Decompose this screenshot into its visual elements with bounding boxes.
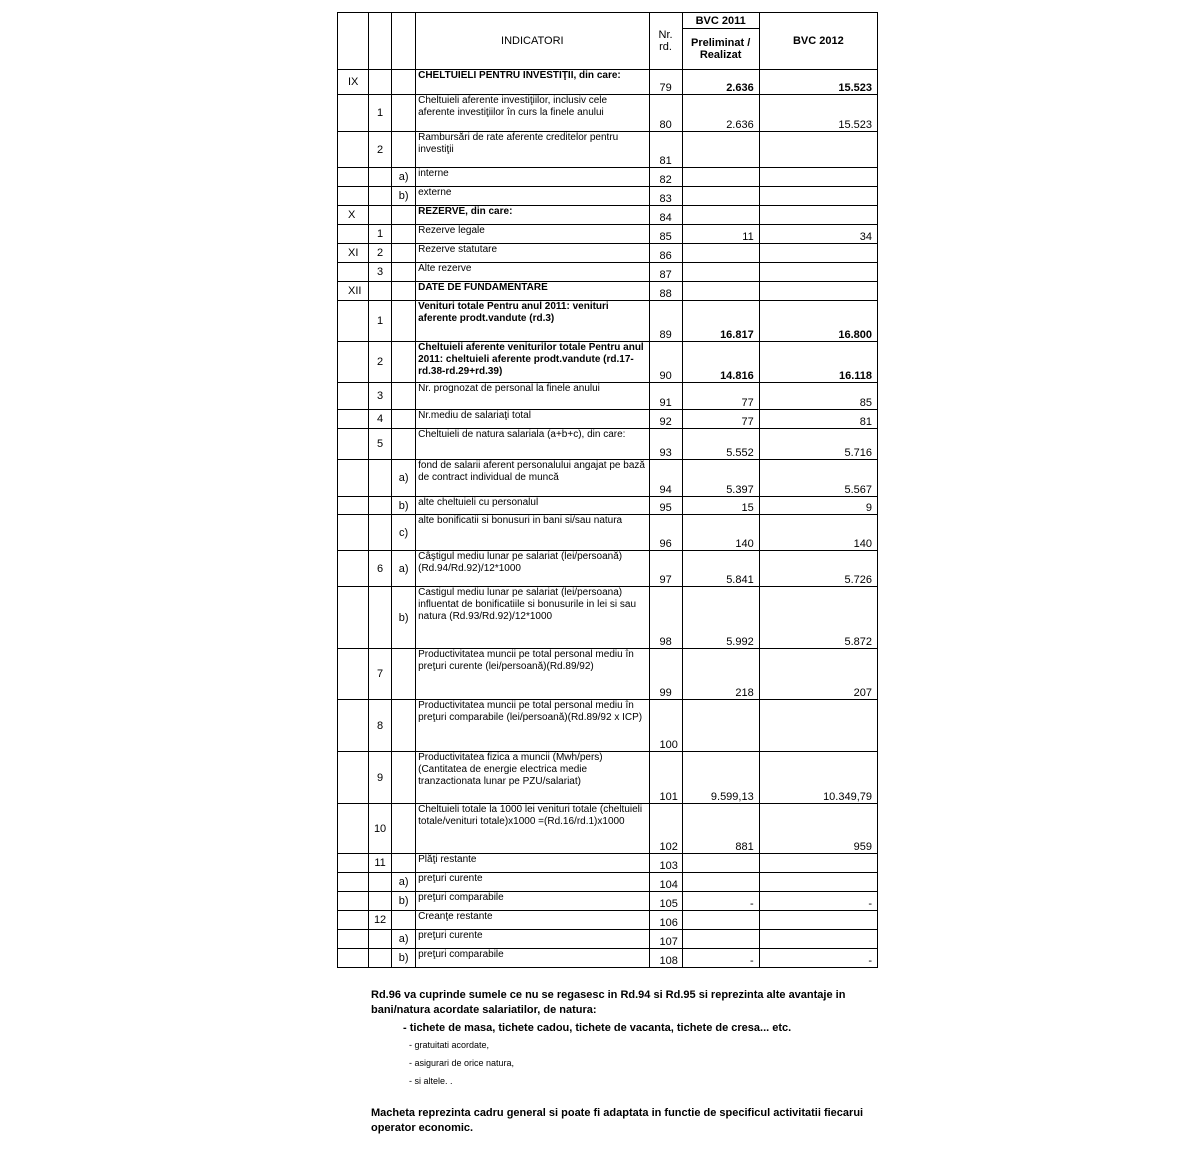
cell-v2: - — [759, 892, 877, 911]
cell-nr: 99 — [649, 649, 682, 700]
cell-v2: 959 — [759, 804, 877, 854]
cell-sec: IX — [338, 70, 369, 95]
cell-sub — [369, 206, 392, 225]
cell-sec — [338, 587, 369, 649]
table-row — [338, 873, 878, 892]
cell-nr: 82 — [649, 168, 682, 187]
cell-nr: 106 — [649, 911, 682, 930]
cell-nr: 102 — [649, 804, 682, 854]
header-bvc2011: BVC 2011 — [682, 13, 759, 29]
cell-sub: 3 — [369, 383, 392, 410]
cell-sub: 1 — [369, 95, 392, 132]
cell-sub: 2 — [369, 342, 392, 383]
table-row — [338, 95, 878, 132]
cell-sec — [338, 187, 369, 206]
cell-ind: interne — [416, 168, 649, 187]
cell-ind: Nr. prognozat de personal la finele anului — [416, 383, 649, 410]
cell-v1: 2.636 — [682, 95, 759, 132]
cell-ltr — [392, 132, 416, 168]
cell-sub: 6 — [369, 551, 392, 587]
cell-sec: X — [338, 206, 369, 225]
cell-v2 — [759, 854, 877, 873]
cell-ind: Plăţi restante — [416, 854, 649, 873]
cell-ind: Câştigul mediu lunar pe salariat (lei/persoană) (Rd.94/Rd.92)/12*1000 — [416, 551, 649, 587]
cell-ltr: b) — [392, 949, 416, 968]
cell-ltr: c) — [392, 515, 416, 551]
cell-v1: 16.817 — [682, 301, 759, 342]
cell-v1: 11 — [682, 225, 759, 244]
cell-ltr — [392, 700, 416, 752]
cell-nr: 100 — [649, 700, 682, 752]
cell-ind: Rambursări de rate aferente creditelor pentru investiţii — [416, 132, 649, 168]
cell-sec — [338, 383, 369, 410]
cell-sec — [338, 263, 369, 282]
cell-nr: 84 — [649, 206, 682, 225]
cell-nr: 85 — [649, 225, 682, 244]
cell-sub: 3 — [369, 263, 392, 282]
table-row — [338, 949, 878, 968]
cell-ltr: a) — [392, 460, 416, 497]
cell-sub — [369, 497, 392, 515]
cell-sec: XI — [338, 244, 369, 263]
cell-sec — [338, 949, 369, 968]
cell-v2: - — [759, 949, 877, 968]
cell-ltr — [392, 263, 416, 282]
header-blank — [392, 13, 416, 70]
cell-v2: 15.523 — [759, 70, 877, 95]
cell-sub — [369, 892, 392, 911]
cell-sub — [369, 282, 392, 301]
table-row — [338, 263, 878, 282]
cell-nr: 101 — [649, 752, 682, 804]
cell-v1: 140 — [682, 515, 759, 551]
cell-nr: 93 — [649, 429, 682, 460]
cell-ltr: a) — [392, 930, 416, 949]
cell-v1 — [682, 854, 759, 873]
cell-ltr — [392, 649, 416, 700]
cell-nr: 80 — [649, 95, 682, 132]
header-preliminat: Preliminat / Realizat — [682, 29, 759, 70]
cell-v1 — [682, 873, 759, 892]
cell-sec — [338, 342, 369, 383]
cell-v1 — [682, 911, 759, 930]
cell-v1: 77 — [682, 383, 759, 410]
cell-ltr — [392, 342, 416, 383]
cell-sec — [338, 460, 369, 497]
cell-ind: Productivitatea muncii pe total personal mediu în preţuri curente (lei/persoană)(Rd.89/92) — [416, 649, 649, 700]
cell-v2: 85 — [759, 383, 877, 410]
note-sub-item: - gratuitati acordate, — [409, 1040, 490, 1050]
note-paragraph: Rd.96 va cuprinde sumele ce nu se regasesc in Rd.94 si Rd.95 si reprezinta alte avantaje in bani/natura acordate salariatilor, de natura: — [371, 989, 846, 1016]
cell-v2: 5.872 — [759, 587, 877, 649]
cell-sub — [369, 460, 392, 497]
cell-ind: Productivitatea muncii pe total personal mediu în preţuri comparabile (lei/persoană)(Rd.89/92 x ICP) — [416, 700, 649, 752]
cell-ind: Cheltuieli aferente investiţiilor, inclusiv cele aferente investiţiilor în curs la finele anului — [416, 95, 649, 132]
cell-ind: Rezerve legale — [416, 225, 649, 244]
cell-sub — [369, 168, 392, 187]
cell-nr: 105 — [649, 892, 682, 911]
cell-nr: 79 — [649, 70, 682, 95]
cell-nr: 107 — [649, 930, 682, 949]
header-blank — [369, 13, 392, 70]
cell-ltr — [392, 429, 416, 460]
cell-ltr: b) — [392, 497, 416, 515]
cell-nr: 98 — [649, 587, 682, 649]
cell-ind: Nr.mediu de salariaţi total — [416, 410, 649, 429]
cell-sub: 10 — [369, 804, 392, 854]
cell-ind: Cheltuieli aferente veniturilor totale Pentru anul 2011: cheltuieli aferente prodt.vandute (rd.17-rd.38-rd.29+rd.39) — [416, 342, 649, 383]
cell-v2 — [759, 132, 877, 168]
cell-v2 — [759, 168, 877, 187]
cell-sec — [338, 854, 369, 873]
cell-v1 — [682, 700, 759, 752]
cell-v1: 9.599,13 — [682, 752, 759, 804]
cell-ltr: a) — [392, 873, 416, 892]
cell-v1 — [682, 244, 759, 263]
cell-v1: 5.992 — [682, 587, 759, 649]
cell-v1 — [682, 187, 759, 206]
cell-sub — [369, 187, 392, 206]
cell-ind: Alte rezerve — [416, 263, 649, 282]
table-row — [338, 410, 878, 429]
note-sub-item: - asigurari de orice natura, — [409, 1058, 515, 1068]
cell-ind: externe — [416, 187, 649, 206]
cell-v2: 140 — [759, 515, 877, 551]
cell-ind: alte bonificatii si bonusuri in bani si/sau natura — [416, 515, 649, 551]
cell-ltr — [392, 225, 416, 244]
cell-nr: 104 — [649, 873, 682, 892]
note-sub-item: - si altele. . — [409, 1076, 453, 1086]
cell-v1: 218 — [682, 649, 759, 700]
cell-sec — [338, 132, 369, 168]
cell-nr: 96 — [649, 515, 682, 551]
cell-ltr — [392, 911, 416, 930]
cell-v1: 77 — [682, 410, 759, 429]
cell-v1: - — [682, 892, 759, 911]
cell-v1: 881 — [682, 804, 759, 854]
cell-ind: preţuri curente — [416, 930, 649, 949]
table-row — [338, 854, 878, 873]
cell-v2: 9 — [759, 497, 877, 515]
cell-v2: 15.523 — [759, 95, 877, 132]
table-row — [338, 429, 878, 460]
cell-ind: Cheltuieli de natura salariala (a+b+c), din care: — [416, 429, 649, 460]
cell-v1: 15 — [682, 497, 759, 515]
table-row — [338, 930, 878, 949]
cell-v1 — [682, 132, 759, 168]
cell-sec — [338, 497, 369, 515]
cell-sec — [338, 410, 369, 429]
cell-ltr — [392, 70, 416, 95]
cell-ind: Productivitatea fizica a muncii (Mwh/pers) (Cantitatea de energie electrica medie tranzactionata lunar pe PZU/salariat) — [416, 752, 649, 804]
cell-nr: 88 — [649, 282, 682, 301]
cell-sub — [369, 930, 392, 949]
cell-v2: 207 — [759, 649, 877, 700]
cell-v2 — [759, 873, 877, 892]
table-row — [338, 244, 878, 263]
cell-sub: 7 — [369, 649, 392, 700]
cell-v1: 14.816 — [682, 342, 759, 383]
table-row — [338, 587, 878, 649]
cell-v2 — [759, 930, 877, 949]
cell-ltr — [392, 383, 416, 410]
table-row — [338, 497, 878, 515]
table-row — [338, 892, 878, 911]
cell-sec — [338, 95, 369, 132]
table-row — [338, 168, 878, 187]
cell-sec — [338, 911, 369, 930]
table-row — [338, 551, 878, 587]
table-row — [338, 187, 878, 206]
cell-sub — [369, 873, 392, 892]
cell-v2 — [759, 911, 877, 930]
table-row — [338, 225, 878, 244]
cell-ltr — [392, 410, 416, 429]
cell-ltr — [392, 752, 416, 804]
cell-v1: 5.841 — [682, 551, 759, 587]
header-nr-rd: Nr. rd. — [649, 13, 682, 70]
header-row — [338, 13, 878, 29]
cell-v1 — [682, 282, 759, 301]
table-row — [338, 649, 878, 700]
cell-ltr — [392, 804, 416, 854]
cell-sec — [338, 429, 369, 460]
cell-sec — [338, 168, 369, 187]
cell-v1: 5.397 — [682, 460, 759, 497]
cell-sub: 9 — [369, 752, 392, 804]
cell-sub: 11 — [369, 854, 392, 873]
cell-nr: 89 — [649, 301, 682, 342]
cell-sec — [338, 873, 369, 892]
cell-ltr: b) — [392, 587, 416, 649]
cell-nr: 108 — [649, 949, 682, 968]
cell-nr: 103 — [649, 854, 682, 873]
cell-v2: 81 — [759, 410, 877, 429]
cell-ind: preţuri comparabile — [416, 949, 649, 968]
cell-ind: Rezerve statutare — [416, 244, 649, 263]
cell-nr: 81 — [649, 132, 682, 168]
cell-ind: preţuri comparabile — [416, 892, 649, 911]
cell-ltr: a) — [392, 551, 416, 587]
cell-sec — [338, 892, 369, 911]
cell-ltr — [392, 282, 416, 301]
cell-ind: Cheltuieli totale la 1000 lei venituri totale (cheltuieli totale/venituri totale)x1000 =(Rd.16/rd.1)x1000 — [416, 804, 649, 854]
table-row — [338, 383, 878, 410]
cell-nr: 87 — [649, 263, 682, 282]
header-bvc2012: BVC 2012 — [759, 13, 877, 70]
header-blank — [338, 13, 369, 70]
cell-v1: 2.636 — [682, 70, 759, 95]
cell-v1 — [682, 930, 759, 949]
table-row — [338, 460, 878, 497]
cell-ltr — [392, 244, 416, 263]
cell-sub: 12 — [369, 911, 392, 930]
cell-sub — [369, 70, 392, 95]
cell-sub: 4 — [369, 410, 392, 429]
cell-sec — [338, 515, 369, 551]
cell-ind: Venituri totale Pentru anul 2011: venituri aferente prodt.vandute (rd.3) — [416, 301, 649, 342]
cell-nr: 91 — [649, 383, 682, 410]
cell-ind: REZERVE, din care: — [416, 206, 649, 225]
cell-sub: 5 — [369, 429, 392, 460]
cell-v2: 34 — [759, 225, 877, 244]
cell-v2: 16.118 — [759, 342, 877, 383]
cell-nr: 95 — [649, 497, 682, 515]
table-row — [338, 206, 878, 225]
cell-ltr: b) — [392, 892, 416, 911]
cell-nr: 92 — [649, 410, 682, 429]
cell-sec — [338, 551, 369, 587]
cell-nr: 83 — [649, 187, 682, 206]
cell-v2 — [759, 187, 877, 206]
cell-ltr: b) — [392, 187, 416, 206]
cell-ind: alte cheltuieli cu personalul — [416, 497, 649, 515]
cell-ind: Creanţe restante — [416, 911, 649, 930]
cell-nr: 90 — [649, 342, 682, 383]
cell-ltr — [392, 301, 416, 342]
cell-ind: Castigul mediu lunar pe salariat (lei/persoana) influentat de bonificatiile si bonusurile in lei si sau natura (Rd.93/Rd.92)/12*1000 — [416, 587, 649, 649]
header-indicatori: INDICATORI — [416, 13, 649, 70]
cell-v2: 5.567 — [759, 460, 877, 497]
cell-sub: 1 — [369, 225, 392, 244]
cell-v1 — [682, 263, 759, 282]
cell-v2: 16.800 — [759, 301, 877, 342]
cell-sec — [338, 301, 369, 342]
cell-v2 — [759, 244, 877, 263]
table-row — [338, 911, 878, 930]
cell-sec — [338, 649, 369, 700]
cell-sub — [369, 515, 392, 551]
cell-sec — [338, 752, 369, 804]
cell-sub: 1 — [369, 301, 392, 342]
cell-sec — [338, 930, 369, 949]
table-row — [338, 132, 878, 168]
table-row — [338, 282, 878, 301]
cell-sub: 2 — [369, 132, 392, 168]
cell-nr: 86 — [649, 244, 682, 263]
cell-ind: DATE DE FUNDAMENTARE — [416, 282, 649, 301]
table-row — [338, 342, 878, 383]
cell-ltr — [392, 95, 416, 132]
cell-v1 — [682, 168, 759, 187]
cell-sub: 8 — [369, 700, 392, 752]
table-row — [338, 515, 878, 551]
cell-ltr — [392, 854, 416, 873]
table-row — [338, 804, 878, 854]
cell-sec — [338, 804, 369, 854]
cell-v2: 10.349,79 — [759, 752, 877, 804]
cell-ltr: a) — [392, 168, 416, 187]
cell-v1: 5.552 — [682, 429, 759, 460]
cell-v2 — [759, 263, 877, 282]
cell-ind: fond de salarii aferent personalului angajat pe bază de contract individual de muncă — [416, 460, 649, 497]
table-row — [338, 70, 878, 95]
cell-v2 — [759, 700, 877, 752]
notes — [371, 988, 891, 1136]
cell-sub: 2 — [369, 244, 392, 263]
cell-v2 — [759, 206, 877, 225]
cell-v2: 5.716 — [759, 429, 877, 460]
cell-sub — [369, 949, 392, 968]
budget-table — [337, 12, 878, 968]
note-footer: Macheta reprezinta cadru general si poate fi adaptata in functie de specificul activitatii fiecarui operator economic. — [371, 1107, 864, 1134]
cell-sec — [338, 700, 369, 752]
cell-sec: XII — [338, 282, 369, 301]
cell-ind: preţuri curente — [416, 873, 649, 892]
table-row — [338, 301, 878, 342]
note-items: - tichete de masa, tichete cadou, tichete de vacanta, tichete de cresa... etc. — [403, 1022, 792, 1034]
cell-nr: 94 — [649, 460, 682, 497]
cell-v2 — [759, 282, 877, 301]
table-row — [338, 752, 878, 804]
cell-nr: 97 — [649, 551, 682, 587]
cell-sec — [338, 225, 369, 244]
cell-sub — [369, 587, 392, 649]
cell-v1 — [682, 206, 759, 225]
cell-ind: CHELTUIELI PENTRU INVESTIŢII, din care: — [416, 70, 649, 95]
cell-v1: - — [682, 949, 759, 968]
table-row — [338, 700, 878, 752]
cell-v2: 5.726 — [759, 551, 877, 587]
cell-ltr — [392, 206, 416, 225]
